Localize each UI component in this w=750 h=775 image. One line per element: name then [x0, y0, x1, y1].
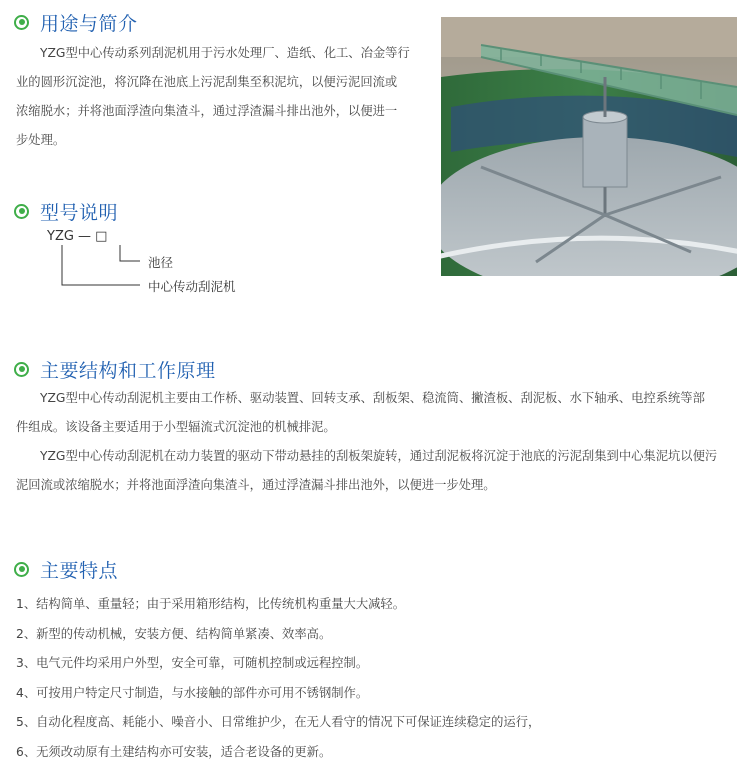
model-diagram-lines: [60, 245, 150, 290]
feature-item: 2、新型的传动机械，安装方便、结构简单紧凑、效率高。: [16, 626, 332, 641]
circle-bullet-icon: [14, 362, 29, 377]
features-list: [16, 590, 716, 768]
heading-intro-text: 用途与简介: [40, 12, 138, 35]
heading-model-text: 型号说明: [40, 201, 119, 224]
model-code: YZG — □: [47, 229, 108, 244]
heading-model: [14, 197, 118, 225]
model-label-name: 中心传动刮泥机: [148, 279, 236, 294]
heading-structure: [14, 355, 216, 383]
structure-line: YZG型中心传动刮泥机在动力装置的驱动下带动悬挂的刮板架旋转，通过刮泥板将沉淀于池底的污泥刮集到中心集泥坑以便污: [40, 449, 718, 463]
feature-item: 4、可按用户特定尺寸制造，与水接触的部件亦可用不锈钢制作。: [16, 685, 369, 700]
feature-item: 6、无须改动原有土建结构亦可安装，适合老设备的更新。: [16, 744, 332, 759]
intro-line: 业的圆形沉淀池，将沉降在池底上污泥刮集至积泥坑，以便污泥回流或: [16, 75, 398, 89]
intro-line: YZG型中心传动系列刮泥机用于污水处理厂、造纸、化工、冶金等行: [40, 46, 410, 60]
heading-structure-text: 主要结构和工作原理: [40, 359, 216, 382]
circle-bullet-icon: [14, 204, 29, 219]
clarifier-photo: [441, 17, 737, 276]
heading-intro: [14, 8, 138, 36]
feature-item: 3、电气元件均采用户外型，安全可靠，可随机控制或远程控制。: [16, 656, 369, 671]
clarifier-photo-svg: [441, 17, 737, 276]
intro-line: 步处理。: [16, 133, 66, 147]
feature-item: 5、自动化程度高、耗能小、噪音小、日常维护少，在无人看守的情况下可保证连续稳定的运行，: [16, 715, 541, 730]
heading-features: [14, 555, 118, 583]
structure-line: 件组成。该设备主要适用于小型辐流式沉淀池的机械排泥。: [16, 420, 336, 434]
intro-paragraph: [16, 39, 426, 155]
circle-bullet-icon: [14, 562, 29, 577]
intro-line: 浓缩脱水；并将池面浮渣向集渣斗，通过浮渣漏斗排出池外，以便进一: [16, 104, 398, 118]
model-label-diameter: 池径: [148, 255, 174, 270]
structure-line: 泥回流或浓缩脱水；并将池面浮渣向集渣斗，通过浮渣漏斗排出池外，以便进一步处理。: [16, 478, 496, 492]
circle-bullet-icon: [14, 15, 29, 30]
feature-item: 1、结构简单、重量轻；由于采用箱形结构，比传统机构重量大大减轻。: [16, 597, 406, 611]
structure-line: YZG型中心传动刮泥机主要由工作桥、驱动装置、回转支承、刮板架、稳流筒、撇渣板、刮泥板、水下轴承、电控系统等部: [40, 391, 705, 405]
heading-features-text: 主要特点: [40, 559, 119, 582]
structure-paragraph: [16, 384, 741, 500]
